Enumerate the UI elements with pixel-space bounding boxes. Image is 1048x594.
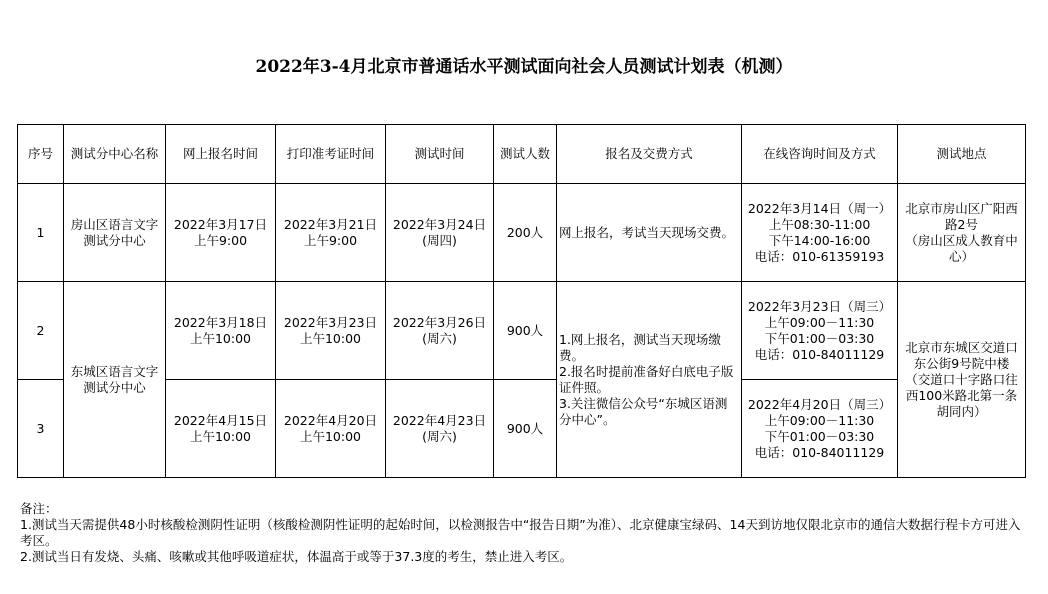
test-location: 北京市房山区广阳西路2号 （房山区成人教育中心） <box>898 184 1026 282</box>
consult-info: 2022年3月23日（周三） 上午09:00－11:30 下午01:00－03:30 电话：010-84011129 <box>742 282 898 380</box>
signup-time: 2022年3月17日 上午9:00 <box>166 184 276 282</box>
center-name: 东城区语言文字测试分中心 <box>64 282 166 478</box>
note-item: 2.测试当日有发烧、头痛、咳嗽或其他呼吸道症状，体温高于或等于37.3度的考生，禁止进入考区。 <box>20 549 573 564</box>
consult-info: 2022年4月20日（周三） 上午09:00－11:30 下午01:00－03:30 电话：010-84011129 <box>742 380 898 478</box>
test-location: 北京市东城区交道口东公街9号院中楼 （交道口十字路口往西100米路北第一条胡同内） <box>898 282 1026 478</box>
test-time: 2022年4月23日 (周六) <box>386 380 494 478</box>
header-location: 测试地点 <box>898 125 1026 184</box>
notes-heading: 备注： <box>20 501 58 516</box>
test-count: 900人 <box>494 380 557 478</box>
row-no: 3 <box>18 380 64 478</box>
page-title: 2022年3-4月北京市普通话水平测试面向社会人员测试计划表（机测） <box>255 57 793 77</box>
header-row <box>18 125 1026 184</box>
center-name: 房山区语言文字测试分中心 <box>64 184 166 282</box>
signup-time: 2022年3月18日 上午10:00 <box>166 282 276 380</box>
consult-info: 2022年3月14日（周一） 上午08:30-11:00 下午14:00-16:00 电话：010-61359193 <box>742 184 898 282</box>
note-item: 1.测试当天需提供48小时核酸检测阴性证明（核酸检测阴性证明的起始时间，以检测报告中“报告日期”为准）、北京健康宝绿码、14天到访地仅限北京市的通信大数据行程卡方可进入考区。 <box>20 517 1021 548</box>
row-no: 1 <box>18 184 64 282</box>
print-time: 2022年3月21日 上午9:00 <box>276 184 386 282</box>
table-row <box>18 282 1026 380</box>
notes <box>20 501 1030 565</box>
test-count: 900人 <box>494 282 557 380</box>
table-row <box>18 184 1026 282</box>
header-test-time: 测试时间 <box>386 125 494 184</box>
header-consult: 在线咨询时间及方式 <box>742 125 898 184</box>
header-count: 测试人数 <box>494 125 557 184</box>
row-no: 2 <box>18 282 64 380</box>
header-method: 报名及交费方式 <box>557 125 742 184</box>
test-time: 2022年3月24日 (周四) <box>386 184 494 282</box>
test-count: 200人 <box>494 184 557 282</box>
table-row <box>18 380 1026 478</box>
test-time: 2022年3月26日 (周六) <box>386 282 494 380</box>
header-center: 测试分中心名称 <box>64 125 166 184</box>
print-time: 2022年4月20日 上午10:00 <box>276 380 386 478</box>
signup-method: 1.网上报名，测试当天现场缴费。 2.报名时提前准备好白底电子版证件照。 3.关注微信公众号“东城区语测分中心”。 <box>557 282 742 478</box>
signup-time: 2022年4月15日 上午10:00 <box>166 380 276 478</box>
header-print: 打印准考证时间 <box>276 125 386 184</box>
header-no: 序号 <box>18 125 64 184</box>
print-time: 2022年3月23日 上午10:00 <box>276 282 386 380</box>
signup-method: 网上报名，考试当天现场交费。 <box>557 184 742 282</box>
header-signup: 网上报名时间 <box>166 125 276 184</box>
schedule-table <box>17 124 1026 478</box>
